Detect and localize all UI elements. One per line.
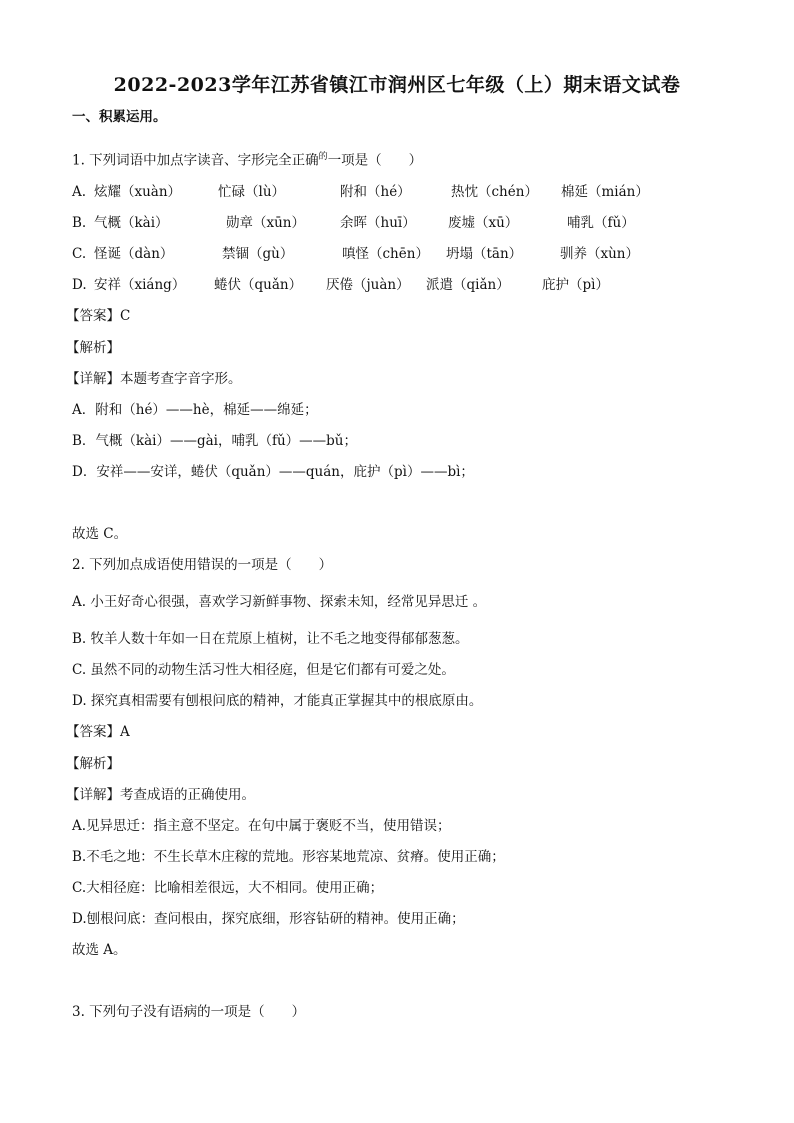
question-1-stem-dot: 的	[318, 152, 328, 162]
option-label: C.	[72, 246, 87, 262]
option-word: 热忱（chén）	[451, 184, 538, 200]
option-word: 庇护（pì）	[542, 277, 609, 293]
question-1-explain-d: D．安祥——安详，蜷伏（quǎn）——quán，庇护（pì）——bì；	[72, 464, 474, 480]
option-word: 忙碌（lù）	[218, 184, 286, 200]
question-2-explain-d: D.刨根问底：查问根由，探究底细，形容钻研的精神。使用正确；	[72, 911, 465, 927]
section-heading: 一、积累运用。	[72, 109, 167, 125]
question-2-explain-b: B.不毛之地：不生长草木庄稼的荒地。形容某地荒凉、贫瘠。使用正确；	[72, 849, 505, 865]
question-1-analysis-label: 【解析】	[66, 340, 120, 356]
question-1-explain-b: B．气概（kài）——gài，哺乳（fǔ）——bǔ；	[72, 433, 358, 449]
question-1-stem-part-b: 一项是（ ）	[327, 152, 423, 169]
question-3-stem: 3. 下列句子没有语病的一项是（ ）	[72, 1004, 306, 1020]
option-word: 坍塌（tān）	[446, 246, 523, 262]
question-2-option-a: A. 小王好奇心很强，喜欢学习新鲜事物、探索未知，经常见异思迁 。	[72, 594, 487, 610]
question-2-conclusion: 故选 A。	[72, 942, 127, 958]
option-word: 禁锢（gù）	[222, 246, 294, 262]
option-word: 勋章（xūn）	[226, 215, 306, 231]
option-label: A.	[72, 184, 87, 200]
question-2-stem: 2. 下列加点成语使用错误的一项是（ ）	[72, 557, 333, 573]
option-word: 嗔怪（chēn）	[342, 246, 429, 262]
option-word: 余晖（huī）	[340, 215, 416, 231]
option-word: 附和（hé）	[340, 184, 411, 200]
question-2-explain-c: C.大相径庭：比喻相差很远，大不相同。使用正确；	[72, 880, 384, 896]
option-word: 哺乳（fǔ）	[567, 215, 635, 231]
question-1-detail: 【详解】本题考查字音字形。	[66, 371, 242, 387]
question-1-answer: 【答案】C	[66, 308, 131, 324]
question-2-option-b: B. 牧羊人数十年如一日在荒原上植树，让不毛之地变得郁郁葱葱。	[72, 631, 469, 647]
option-word: 派遣（qiǎn）	[426, 277, 510, 293]
option-label: B.	[72, 215, 87, 231]
question-2-explain-a: A.见异思迁：指主意不坚定。在句中属于褒贬不当，使用错误；	[72, 818, 451, 834]
question-1-conclusion: 故选 C。	[72, 526, 128, 542]
question-1-explain-a: A．附和（hé）——hè，棉延——绵延；	[72, 402, 318, 418]
page-title: 2022-2023学年江苏省镇江市润州区七年级（上）期末语文试卷	[113, 74, 681, 96]
question-1-stem-part-a: 1. 下列词语中加点字读音、字形完全正确	[72, 152, 319, 169]
question-2-option-c: C. 虽然不同的动物生活习性大相径庭，但是它们都有可爱之处。	[72, 662, 455, 678]
question-2-detail: 【详解】考查成语的正确使用。	[66, 787, 255, 803]
option-word: 棉延（mián）	[561, 184, 649, 200]
option-word: 厌倦（juàn）	[326, 277, 410, 293]
question-2-answer: 【答案】A	[66, 724, 130, 740]
option-label: D.	[72, 277, 87, 293]
option-word: 怪诞（dàn）	[94, 246, 174, 262]
option-word: 炫耀（xuàn）	[94, 184, 182, 200]
question-1-stem	[72, 147, 422, 171]
option-word: 废墟（xū）	[448, 215, 519, 231]
option-word: 驯养（xùn）	[560, 246, 640, 262]
question-2-analysis-label: 【解析】	[66, 756, 120, 772]
option-word: 蜷伏（quǎn）	[214, 277, 303, 293]
option-word: 安祥（xiáng）	[94, 277, 186, 293]
question-2-option-d: D. 探究真相需要有刨根问底的精神，才能真正掌握其中的根底原由。	[72, 693, 483, 709]
option-word: 气概（kài）	[94, 215, 169, 231]
